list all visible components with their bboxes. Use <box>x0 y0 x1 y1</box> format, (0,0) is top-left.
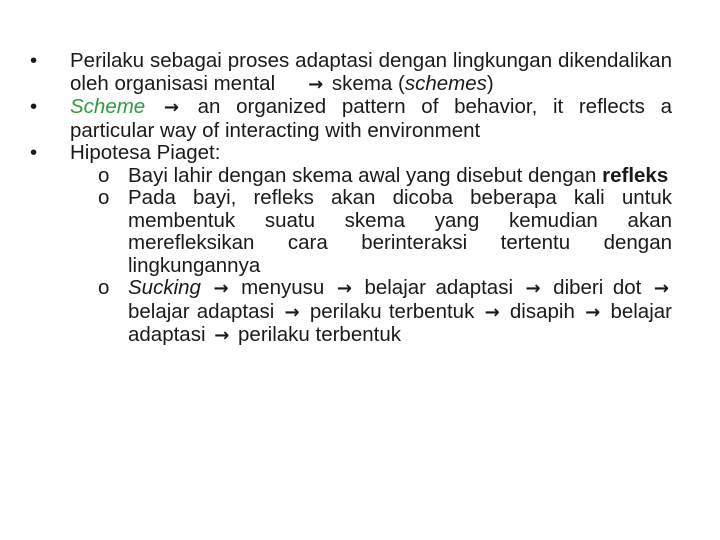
schemes-term: schemes <box>404 71 487 95</box>
sub-pada-bayi <box>30 187 672 277</box>
sub-sucking <box>30 277 672 348</box>
bullet-perilaku <box>30 50 672 96</box>
right-arrow-icon: → <box>308 73 324 95</box>
bullet-dot-icon: • <box>30 141 38 164</box>
refleks-term: refleks <box>602 163 669 187</box>
scheme-definition: an organized pattern of behavior, it reflects a particular way of interacting with environment <box>70 95 672 142</box>
sucking-step-diberi-dot: diberi dot <box>553 276 642 299</box>
bullet-scheme <box>30 96 672 142</box>
paren-open: ( <box>398 71 405 95</box>
sucking-step-perilaku-terbentuk-2: perilaku terbentuk <box>238 323 401 346</box>
right-arrow-icon: → <box>284 301 300 323</box>
sub-pada-bayi-text: Pada bayi, refleks akan dicoba beberapa kali untuk membentuk suatu skema yang kemudian akan merefleksikan cara berinteraksi tertentu dengan lingkungannya <box>128 186 672 277</box>
circle-o-icon: o <box>98 276 110 299</box>
slide-content <box>30 50 672 348</box>
circle-o-icon: o <box>98 186 110 209</box>
right-arrow-icon: → <box>585 301 601 323</box>
skema-word: skema <box>331 71 393 95</box>
sucking-step-disapih: disapih <box>509 299 575 323</box>
paren-close: ) <box>486 71 494 95</box>
circle-o-icon: o <box>98 163 110 187</box>
hipotesa-heading: Hipotesa Piaget: <box>70 141 221 164</box>
bullet-dot-icon: • <box>30 49 38 72</box>
sucking-step-belajar-adaptasi-3: belajar adaptasi <box>128 299 672 346</box>
sub-bayi-lahir <box>30 165 672 188</box>
sucking-step-menyusu: menyusu <box>241 276 325 299</box>
bullet-hipotesa <box>30 142 672 165</box>
bullet-dot-icon: • <box>30 95 38 118</box>
sucking-step-belajar-adaptasi-2: belajar adaptasi <box>128 299 275 323</box>
bullet-perilaku-text: Perilaku sebagai proses adaptasi dengan lingkungan dikendalikan oleh organisasi mental <box>70 49 672 95</box>
right-arrow-icon: → <box>336 278 352 299</box>
sucking-step-belajar-adaptasi-1: belajar adaptasi <box>364 276 514 299</box>
right-arrow-icon: → <box>525 278 541 299</box>
scheme-term: Scheme <box>70 95 146 118</box>
sub-bayi-lahir-text: Bayi lahir dengan skema awal yang disebut dengan <box>128 163 597 187</box>
right-arrow-icon: → <box>484 301 500 323</box>
right-arrow-icon: → <box>163 97 179 118</box>
sucking-step-perilaku-terbentuk-1: perilaku terbentuk <box>309 299 475 323</box>
right-arrow-icon: → <box>213 278 229 299</box>
right-arrow-icon: → <box>214 325 230 346</box>
sucking-term: Sucking <box>128 276 201 299</box>
right-arrow-icon: → <box>653 278 669 299</box>
